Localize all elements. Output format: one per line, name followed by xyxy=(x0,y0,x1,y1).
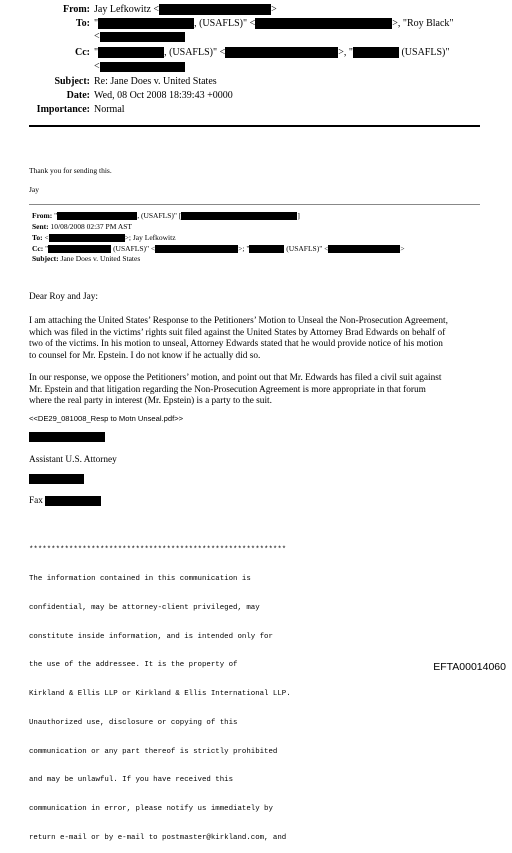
letter-paragraph-2: In our response, we oppose the Petitioners’ motion, and point out that Mr. Edwards has filed a civil suit against Mr. Epstein and that litigation regarding the Non-Prosecution Agreement is more appropriate in that forum where the real party in interest (Mr. Epstein) is a party to the suit. xyxy=(29,373,442,407)
redaction xyxy=(49,234,125,242)
fax-line: Fax xyxy=(29,496,101,508)
from-value: Jay Lefkowitz < > xyxy=(94,4,277,15)
quoted-from: From: " , (USAFLS)" [ ] xyxy=(32,211,300,220)
date-label: Date: xyxy=(66,90,90,101)
subject-label: Subject: xyxy=(54,76,90,87)
letter-paragraph-1: I am attaching the United States’ Response to the Petitioners’ Motion to Unseal the Non-Prosecution Agreement, which was filed in the victims’ rights suit filed against the United States by Attorney Brad Edwards on behalf of two of the victims. In his motion to unseal, Attorney Edwards stated that he would provide notice of his motion to counsel for Mr. Epstein. I do not know if he actually did so. xyxy=(29,316,448,361)
redaction xyxy=(98,18,194,29)
redaction xyxy=(100,32,185,42)
redaction xyxy=(29,474,84,484)
signature-title: Assistant U.S. Attorney xyxy=(29,455,117,465)
attachment-link[interactable]: <<DE29_081008_Resp to Motn Unseal.pdf>> xyxy=(29,414,184,423)
cc-value: " , (USAFLS)" < >, " (USAFLS)" xyxy=(94,47,450,58)
subject-value: Re: Jane Does v. United States xyxy=(94,76,217,87)
letter-greeting: Dear Roy and Jay: xyxy=(29,292,98,302)
importance-value: Normal xyxy=(94,104,125,115)
date-value: Wed, 08 Oct 2008 18:39:43 +0000 xyxy=(94,90,233,101)
reply-line: Thank you for sending this. xyxy=(29,166,112,175)
cc-value-line2: < xyxy=(94,61,185,72)
redaction xyxy=(225,47,338,58)
redaction xyxy=(45,496,101,506)
quoted-subject: Subject: Jane Does v. United States xyxy=(32,254,141,263)
redaction xyxy=(159,4,271,15)
to-value-line2: < xyxy=(94,31,185,42)
redaction xyxy=(328,245,400,253)
quoted-sent: Sent: 10/08/2008 02:37 PM AST xyxy=(32,222,133,231)
importance-label: Importance: xyxy=(36,104,90,115)
redaction xyxy=(29,432,105,442)
reply-signature: Jay xyxy=(29,185,39,194)
redaction xyxy=(353,47,399,58)
redaction xyxy=(155,245,238,253)
redaction xyxy=(57,212,137,220)
disclaimer: ********************************************************** The information contained in this communication is confidential, may be attorney-client privileged, may constitute inside information, and is intended only for the use of the addressee. It is the property of Kirkland & Ellis LLP or Kirkland & Ellis International LLP. Unauthorized use, disclosure or copying of this communication or any part thereof is strictly prohibited and may be unlawful. If you have received this communication in error, please notify us immediately by return e-mail or by e-mail to postmaster@kirkland.com, and xyxy=(29,546,291,842)
quoted-to: To: < >; Jay Lefkowitz xyxy=(32,233,176,242)
quoted-cc: Cc: " (USAFLS)" < >; " (USAFLS)" < > xyxy=(32,244,405,253)
header-divider xyxy=(29,125,480,127)
redaction xyxy=(249,245,284,253)
redaction xyxy=(181,212,297,220)
redaction xyxy=(48,245,111,253)
redaction xyxy=(255,18,392,29)
from-label: From: xyxy=(62,4,90,15)
redaction xyxy=(100,62,185,72)
cc-label: Cc: xyxy=(75,47,90,58)
quote-divider xyxy=(29,204,480,205)
to-value: " , (USAFLS)" < >, "Roy Black" xyxy=(94,18,454,29)
document-id: EFTA00014060 xyxy=(433,661,506,673)
redaction xyxy=(98,47,164,58)
to-label: To: xyxy=(75,18,90,29)
